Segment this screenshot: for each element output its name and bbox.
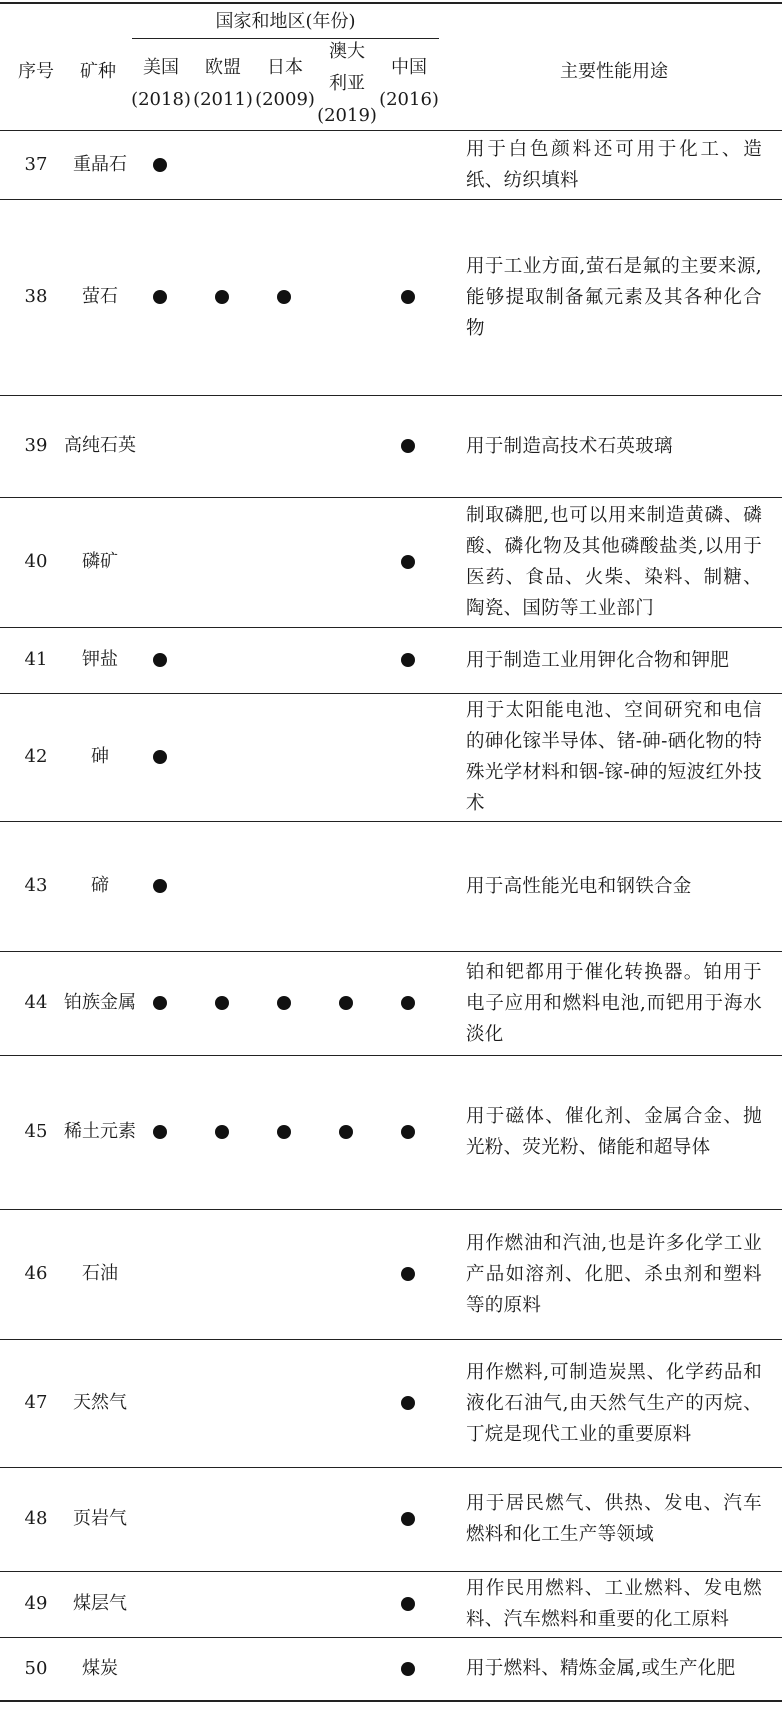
row-index: 37 bbox=[24, 154, 48, 175]
header-japan: 日本 bbox=[267, 57, 303, 78]
row-divider bbox=[0, 497, 782, 498]
row-usage: 用作民用燃料、工业燃料、发电燃料、汽车燃料和重要的化工原料 bbox=[466, 1578, 762, 1630]
header-australia-2: 利亚 bbox=[329, 73, 365, 94]
row-index: 40 bbox=[24, 551, 48, 572]
mark-dot-china bbox=[401, 290, 415, 304]
header-bottom-rule bbox=[0, 130, 782, 131]
row-mineral: 磷矿 bbox=[82, 551, 118, 572]
row-usage: 用于居民燃气、供热、发电、汽车燃料和化工生产等领域 bbox=[466, 1493, 762, 1545]
row-usage: 用作燃油和汽油,也是许多化学工业产品如溶剂、化肥、杀虫剂和塑料等的原料 bbox=[466, 1232, 762, 1316]
row-mineral: 稀土元素 bbox=[64, 1121, 136, 1142]
row-mineral: 页岩气 bbox=[73, 1508, 127, 1529]
table-top-rule bbox=[0, 2, 782, 4]
row-index: 46 bbox=[24, 1263, 48, 1284]
row-divider bbox=[0, 1055, 782, 1056]
row-divider bbox=[0, 1209, 782, 1210]
row-usage: 用于工业方面,萤石是氟的主要来源,能够提取制备氟元素及其各种化合物 bbox=[466, 255, 762, 339]
header-mineral: 矿种 bbox=[80, 61, 116, 82]
row-mineral: 高纯石英 bbox=[64, 435, 136, 456]
mark-dot-japan bbox=[277, 1125, 291, 1139]
mark-dot-china bbox=[401, 1125, 415, 1139]
row-usage: 用于白色颜料还可用于化工、造纸、纺织填料 bbox=[466, 139, 762, 191]
row-usage: 用于高性能光电和钢铁合金 bbox=[466, 875, 692, 897]
header-japan-year: (2009) bbox=[255, 89, 315, 110]
row-mineral: 石油 bbox=[82, 1263, 118, 1284]
mark-dot-usa bbox=[153, 290, 167, 304]
mark-dot-china bbox=[401, 653, 415, 667]
row-usage: 用于太阳能电池、空间研究和电信的砷化镓半导体、锗-砷-硒化物的特殊光学材料和铟-镓-砷的短波红外技术 bbox=[466, 700, 762, 814]
row-usage: 制取磷肥,也可以用来制造黄磷、磷酸、磷化物及其他磷酸盐类,以用于医药、食品、火柴、染料、制糖、陶瓷、国防等工业部门 bbox=[466, 505, 762, 619]
mark-dot-eu bbox=[215, 290, 229, 304]
mark-dot-china bbox=[401, 1512, 415, 1526]
header-eu-year: (2011) bbox=[193, 89, 253, 110]
mark-dot-usa bbox=[153, 879, 167, 893]
row-index: 47 bbox=[24, 1392, 48, 1413]
mark-dot-usa bbox=[153, 750, 167, 764]
row-mineral: 煤层气 bbox=[73, 1593, 127, 1614]
header-index: 序号 bbox=[18, 61, 54, 82]
row-divider bbox=[0, 199, 782, 200]
row-index: 49 bbox=[24, 1593, 48, 1614]
mark-dot-china bbox=[401, 1267, 415, 1281]
row-usage: 用于燃料、精炼金属,或生产化肥 bbox=[466, 1658, 736, 1679]
mark-dot-usa bbox=[153, 1125, 167, 1139]
row-usage: 用于制造高技术石英玻璃 bbox=[466, 435, 673, 457]
table-bottom-rule bbox=[0, 1700, 782, 1702]
row-index: 48 bbox=[24, 1508, 48, 1529]
row-index: 44 bbox=[24, 992, 48, 1013]
mark-dot-australia bbox=[339, 996, 353, 1010]
header-usa: 美国 bbox=[143, 57, 179, 78]
header-china: 中国 bbox=[391, 57, 427, 78]
row-divider bbox=[0, 951, 782, 952]
row-index: 43 bbox=[24, 875, 48, 896]
header-eu: 欧盟 bbox=[205, 57, 241, 78]
header-usa-year: (2018) bbox=[131, 89, 191, 110]
mark-dot-japan bbox=[277, 996, 291, 1010]
row-mineral: 钾盐 bbox=[82, 649, 118, 670]
row-mineral: 萤石 bbox=[82, 286, 118, 307]
row-index: 45 bbox=[24, 1121, 48, 1142]
row-index: 38 bbox=[24, 286, 48, 307]
header-australia-year: (2019) bbox=[317, 105, 377, 126]
row-mineral: 砷 bbox=[91, 746, 109, 767]
row-divider bbox=[0, 693, 782, 694]
mark-dot-china bbox=[401, 1597, 415, 1611]
row-divider bbox=[0, 1571, 782, 1572]
row-mineral: 铂族金属 bbox=[64, 992, 136, 1013]
row-index: 42 bbox=[24, 746, 48, 767]
mark-dot-eu bbox=[215, 1125, 229, 1139]
mark-dot-australia bbox=[339, 1125, 353, 1139]
header-china-year: (2016) bbox=[379, 89, 439, 110]
row-index: 41 bbox=[24, 649, 48, 670]
row-divider bbox=[0, 1339, 782, 1340]
mark-dot-china bbox=[401, 555, 415, 569]
row-divider bbox=[0, 627, 782, 628]
mark-dot-usa bbox=[153, 158, 167, 172]
row-usage: 用于磁体、催化剂、金属合金、抛光粉、荧光粉、储能和超导体 bbox=[466, 1106, 762, 1158]
header-usage: 主要性能用途 bbox=[560, 61, 668, 82]
row-divider bbox=[0, 821, 782, 822]
row-divider bbox=[0, 395, 782, 396]
mark-dot-china bbox=[401, 1396, 415, 1410]
mark-dot-usa bbox=[153, 653, 167, 667]
mark-dot-usa bbox=[153, 996, 167, 1010]
mark-dot-japan bbox=[277, 290, 291, 304]
row-mineral: 重晶石 bbox=[73, 154, 127, 175]
header-australia: 澳大 bbox=[329, 41, 365, 62]
mark-dot-china bbox=[401, 996, 415, 1010]
mark-dot-eu bbox=[215, 996, 229, 1010]
row-usage: 用于制造工业用钾化合物和钾肥 bbox=[466, 649, 730, 671]
row-mineral: 煤炭 bbox=[82, 1657, 118, 1679]
row-usage: 用作燃料,可制造炭黑、化学药品和液化石油气,由天然气生产的丙烷、丁烷是现代工业的重要原料 bbox=[466, 1361, 762, 1445]
row-mineral: 天然气 bbox=[73, 1392, 127, 1413]
row-divider bbox=[0, 1637, 782, 1638]
mark-dot-china bbox=[401, 439, 415, 453]
row-mineral: 碲 bbox=[91, 875, 109, 896]
mark-dot-china bbox=[401, 1662, 415, 1676]
row-divider bbox=[0, 1467, 782, 1468]
group-header-rule bbox=[132, 38, 439, 39]
row-index: 50 bbox=[24, 1657, 48, 1679]
row-usage: 铂和钯都用于催化转换器。铂用于电子应用和燃料电池,而钯用于海水淡化 bbox=[466, 961, 762, 1045]
row-index: 39 bbox=[24, 435, 48, 456]
group-header-countries: 国家和地区(年份) bbox=[215, 11, 356, 32]
